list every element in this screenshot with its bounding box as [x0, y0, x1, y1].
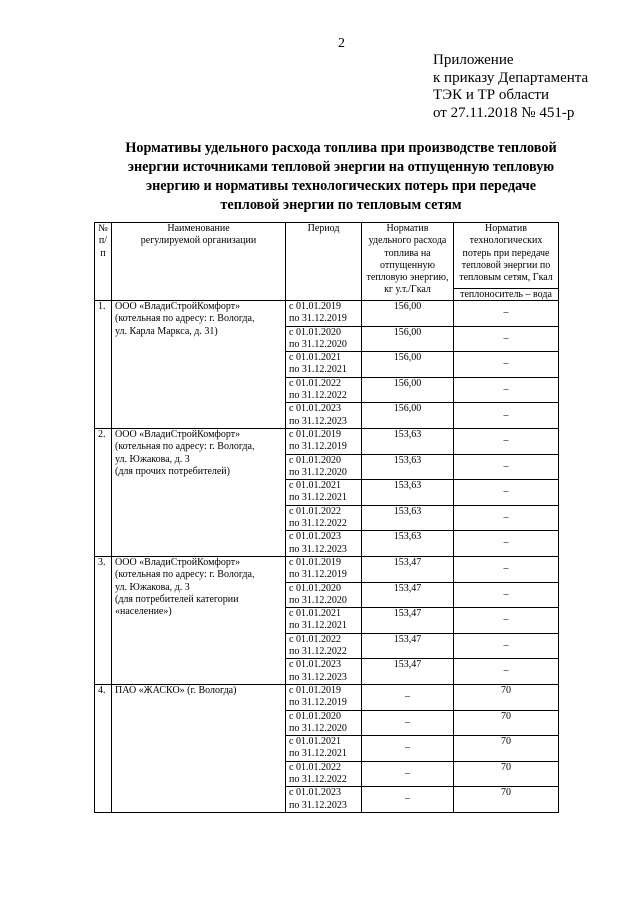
- period-from: с 01.01.2023: [289, 659, 341, 671]
- cell-line: тепловую энергию,: [366, 272, 449, 284]
- period-from: с 01.01.2023: [289, 787, 341, 799]
- period-from: с 01.01.2023: [289, 403, 341, 415]
- cell-line: (котельная по адресу: г. Вологда,: [115, 313, 255, 325]
- header-norm1: [362, 223, 454, 301]
- loss-norm-cell: 70: [454, 761, 559, 787]
- fuel-norm-cell: 156,00: [362, 377, 454, 403]
- period-to: по 31.12.2020: [289, 594, 347, 606]
- row-number: 2.: [95, 428, 112, 556]
- appendix-line: к приказу Департамента: [433, 69, 589, 86]
- cell-line: кг у.т./Гкал: [384, 284, 431, 296]
- period-from: с 01.01.2021: [289, 736, 341, 748]
- period-to: по 31.12.2019: [289, 697, 347, 709]
- period-to: по 31.12.2019: [289, 441, 347, 453]
- header-row: [95, 223, 559, 289]
- period-from: с 01.01.2019: [289, 428, 341, 440]
- period-to: по 31.12.2022: [289, 773, 347, 785]
- period-to: по 31.12.2021: [289, 364, 347, 376]
- loss-norm-cell: –: [454, 633, 559, 659]
- period-to: по 31.12.2023: [289, 415, 347, 427]
- cell-line: ПАО «ЖАСКО» (г. Вологда): [115, 684, 237, 696]
- loss-norm-cell: –: [454, 352, 559, 378]
- cell-line: потерь при передаче: [462, 247, 550, 259]
- loss-norm-cell: –: [454, 301, 559, 327]
- cell-line: №: [98, 223, 108, 234]
- period-to: по 31.12.2023: [289, 671, 347, 683]
- header-num: [95, 223, 112, 301]
- period-from: с 01.01.2022: [289, 377, 341, 389]
- period-cell: [286, 531, 362, 557]
- fuel-norm-cell: 153,47: [362, 633, 454, 659]
- period-from: с 01.01.2020: [289, 710, 341, 722]
- fuel-norm-cell: –: [362, 787, 454, 813]
- period-from: с 01.01.2021: [289, 480, 341, 492]
- period-from: с 01.01.2020: [289, 582, 341, 594]
- fuel-norm-cell: 156,00: [362, 301, 454, 327]
- period-to: по 31.12.2020: [289, 722, 347, 734]
- loss-norm-cell: –: [454, 428, 559, 454]
- cell-line: технологических: [469, 235, 543, 247]
- page-number: 2: [338, 36, 345, 51]
- organization-name: [112, 428, 286, 556]
- header-period: Период: [286, 223, 362, 301]
- period-from: с 01.01.2023: [289, 531, 341, 543]
- period-to: по 31.12.2021: [289, 620, 347, 632]
- period-to: по 31.12.2023: [289, 799, 347, 811]
- cell-line: Норматив: [485, 223, 527, 234]
- appendix-line: Приложение: [433, 52, 514, 68]
- fuel-norm-cell: 153,47: [362, 556, 454, 582]
- period-cell: [286, 301, 362, 327]
- cell-line: (котельная по адресу: г. Вологда,: [115, 441, 255, 453]
- period-cell: [286, 582, 362, 608]
- cell-line: удельного расхода: [368, 235, 447, 247]
- period-from: с 01.01.2019: [289, 301, 341, 312]
- cell-line: (для прочих потребителей): [115, 465, 230, 477]
- appendix-block: [433, 52, 588, 122]
- period-to: по 31.12.2022: [289, 646, 347, 658]
- loss-norm-cell: 70: [454, 787, 559, 813]
- appendix-line: от 27.11.2018 № 451-р: [433, 104, 575, 121]
- period-to: по 31.12.2021: [289, 492, 347, 504]
- fuel-norm-cell: –: [362, 710, 454, 736]
- loss-norm-cell: 70: [454, 736, 559, 762]
- table-row: [95, 301, 559, 327]
- cell-line: (для потребителей категории: [115, 593, 239, 605]
- title-line: тепловой энергии по тепловым сетям: [220, 197, 462, 213]
- period-cell: [286, 684, 362, 710]
- fuel-norm-cell: 153,63: [362, 531, 454, 557]
- period-to: по 31.12.2022: [289, 518, 347, 530]
- fuel-norm-cell: 156,00: [362, 326, 454, 352]
- loss-norm-cell: –: [454, 480, 559, 506]
- document-title: [95, 139, 587, 215]
- period-cell: [286, 787, 362, 813]
- period-cell: [286, 352, 362, 378]
- loss-norm-cell: –: [454, 659, 559, 685]
- appendix-line: ТЭК и ТР области: [433, 87, 549, 103]
- fuel-norm-cell: –: [362, 761, 454, 787]
- period-from: с 01.01.2022: [289, 505, 341, 517]
- table-row: [95, 684, 559, 710]
- loss-norm-cell: –: [454, 556, 559, 582]
- period-to: по 31.12.2022: [289, 390, 347, 402]
- period-cell: [286, 403, 362, 429]
- period-from: с 01.01.2019: [289, 556, 341, 568]
- period-from: с 01.01.2021: [289, 608, 341, 620]
- loss-norm-cell: –: [454, 531, 559, 557]
- cell-line: ул. Южакова, д. 3: [115, 453, 190, 465]
- period-from: с 01.01.2022: [289, 761, 341, 773]
- period-cell: [286, 633, 362, 659]
- norms-table: [94, 222, 559, 813]
- row-number: 4.: [95, 684, 112, 812]
- period-cell: [286, 761, 362, 787]
- period-from: с 01.01.2020: [289, 326, 341, 338]
- cell-line: Норматив: [386, 223, 429, 234]
- period-cell: [286, 454, 362, 480]
- fuel-norm-cell: 153,63: [362, 505, 454, 531]
- period-cell: [286, 428, 362, 454]
- header-norm2: [454, 223, 559, 289]
- period-cell: [286, 480, 362, 506]
- fuel-norm-cell: 153,47: [362, 659, 454, 685]
- organization-name: [112, 684, 286, 812]
- cell-line: Наименование: [167, 223, 230, 234]
- loss-norm-cell: –: [454, 505, 559, 531]
- header-norm2-sub: теплоноситель – вода: [454, 289, 559, 301]
- period-to: по 31.12.2019: [289, 569, 347, 581]
- loss-norm-cell: 70: [454, 710, 559, 736]
- fuel-norm-cell: 153,63: [362, 480, 454, 506]
- loss-norm-cell: –: [454, 608, 559, 634]
- period-cell: [286, 736, 362, 762]
- cell-line: п/п: [98, 235, 108, 259]
- period-to: по 31.12.2019: [289, 313, 347, 325]
- fuel-norm-cell: 156,00: [362, 403, 454, 429]
- cell-line: «население»): [115, 606, 172, 618]
- loss-norm-cell: –: [454, 454, 559, 480]
- cell-line: ул. Карла Маркса, д. 31): [115, 325, 218, 337]
- cell-line: отпущенную: [380, 259, 435, 271]
- organization-name: [112, 556, 286, 684]
- cell-line: ООО «ВладиСтройКомфорт»: [115, 301, 241, 312]
- fuel-norm-cell: 153,63: [362, 428, 454, 454]
- cell-line: ул. Южакова, д. 3: [115, 581, 190, 593]
- loss-norm-cell: –: [454, 403, 559, 429]
- loss-norm-cell: 70: [454, 684, 559, 710]
- loss-norm-cell: –: [454, 326, 559, 352]
- period-from: с 01.01.2020: [289, 454, 341, 466]
- title-line: энергии источниками тепловой энергии на отпущенную тепловую: [127, 159, 555, 175]
- table-row: [95, 428, 559, 454]
- organization-name: [112, 301, 286, 429]
- fuel-norm-cell: –: [362, 684, 454, 710]
- title-line: Нормативы удельного расхода топлива при производстве тепловой: [125, 140, 557, 156]
- header-name: [112, 223, 286, 301]
- cell-line: топлива на: [384, 247, 431, 259]
- period-cell: [286, 659, 362, 685]
- period-from: с 01.01.2022: [289, 633, 341, 645]
- period-cell: [286, 608, 362, 634]
- fuel-norm-cell: 153,47: [362, 608, 454, 634]
- cell-line: ООО «ВладиСтройКомфорт»: [115, 556, 241, 568]
- cell-line: регулируемой организации: [140, 235, 257, 247]
- period-to: по 31.12.2023: [289, 543, 347, 555]
- fuel-norm-cell: 153,47: [362, 582, 454, 608]
- row-number: 1.: [95, 301, 112, 429]
- period-from: с 01.01.2021: [289, 352, 341, 364]
- period-cell: [286, 556, 362, 582]
- cell-line: тепловой энергии по: [461, 259, 551, 271]
- cell-line: ООО «ВладиСтройКомфорт»: [115, 428, 241, 440]
- cell-line: тепловым сетям, Гкал: [459, 272, 553, 284]
- period-to: по 31.12.2020: [289, 466, 347, 478]
- cell-line: (котельная по адресу: г. Вологда,: [115, 569, 255, 581]
- period-from: с 01.01.2019: [289, 684, 341, 696]
- period-cell: [286, 377, 362, 403]
- period-cell: [286, 326, 362, 352]
- table-row: [95, 556, 559, 582]
- title-line: энергию и нормативы технологических потерь при передаче: [145, 178, 537, 194]
- row-number: 3.: [95, 556, 112, 684]
- fuel-norm-cell: –: [362, 736, 454, 762]
- period-to: по 31.12.2021: [289, 748, 347, 760]
- period-cell: [286, 710, 362, 736]
- period-to: по 31.12.2020: [289, 338, 347, 350]
- fuel-norm-cell: 156,00: [362, 352, 454, 378]
- loss-norm-cell: –: [454, 582, 559, 608]
- loss-norm-cell: –: [454, 377, 559, 403]
- fuel-norm-cell: 153,63: [362, 454, 454, 480]
- period-cell: [286, 505, 362, 531]
